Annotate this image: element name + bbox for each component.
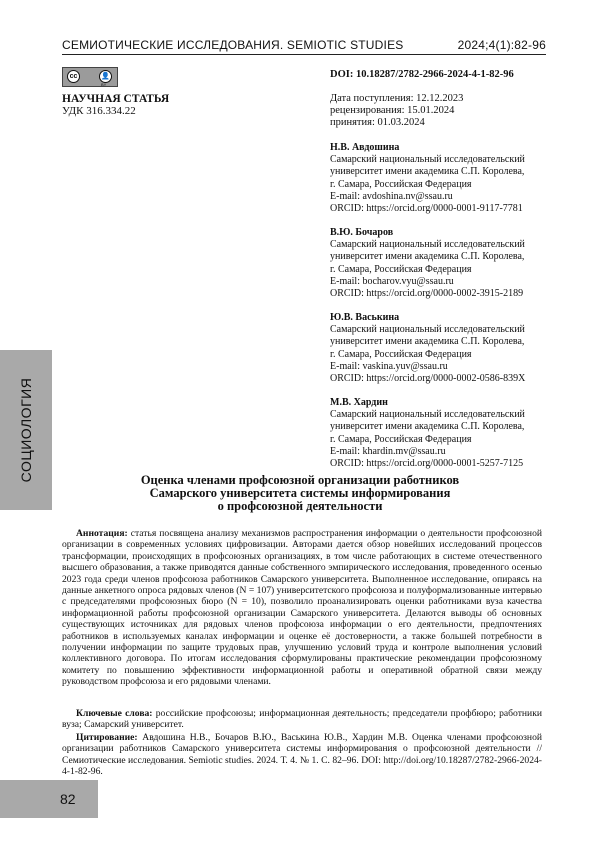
- author-orcid[interactable]: ORCID: https://orcid.org/0000-0002-0586-839X: [330, 373, 526, 385]
- author-affiliation: г. Самара, Российская Федерация: [330, 348, 472, 360]
- author-affiliation: университет имени академика С.П. Королева,: [330, 251, 525, 263]
- author-block: [330, 227, 560, 300]
- article-type: НАУЧНАЯ СТАТЬЯ: [62, 93, 170, 105]
- issue-info: 2024;4(1):82-96: [457, 38, 546, 52]
- title-line: о профсоюзной деятельности: [217, 499, 383, 513]
- author-affiliation: Самарский национальный исследовательский: [330, 324, 525, 336]
- submission-dates: [330, 93, 463, 129]
- abstract-label: Аннотация:: [76, 528, 128, 539]
- author-name: М.В. Хардин: [330, 397, 388, 408]
- author-orcid[interactable]: ORCID: https://orcid.org/0000-0002-3915-2189: [330, 288, 524, 300]
- section-tab: [0, 350, 52, 510]
- author-name: Н.В. Авдошина: [330, 142, 400, 153]
- journal-name: СЕМИОТИЧЕСКИЕ ИССЛЕДОВАНИЯ. SEMIOTIC STUDIES: [62, 38, 404, 52]
- abstract-text: статья посвящена анализу механизмов распространения информации о деятельности профсоюзной организации в современных условиях цифровизации. Авторами дается обзор новейших исследований процессов трансформации, происходящих в профсоюзных организациях, в том числе работающих в системе отечественного высшего образования, а также приводятся данные собственного эмпирического исследования, проведенного осенью 2023 года среди членов профсоюза работников Самарского университета. Выполненное исследование, опираясь на данные анкетного опроса рядовых членов (N = 107) университетского профсоюза и полуформализованные интервью с председателями профсоюзных бюро (N = 10), позволило проанализировать оценки работниками вуза качества информационной работы профсоюзной организации Самарского университета. Делаются выводы об основных существующих источниках для рядовых членов профсоюза информации о его деятельности, предпочтениях работников в используемых каналах информации и оценке её достоверности, а также большей потребности в получении информации по защите трудовых прав, улучшению условий труда и контроле выполнения условий коллективного договора. По итогам исследования сформулированы практические рекомендации профсоюзному комитету по повышению эффективности информационной работы и оперативной обратной связи между руководством профсоюза и его рядовыми членами.: [62, 528, 542, 688]
- author-block: [330, 142, 560, 215]
- title-line: Оценка членами профсоюзной организации работников: [140, 473, 460, 487]
- author-name: Ю.В. Васькина: [330, 312, 400, 323]
- author-email[interactable]: E-mail: vaskina.yuv@ssau.ru: [330, 360, 448, 372]
- keywords-text: российские профсоюзы; информационная деятельность; председатели профбюро; работники вуза; Самарский университет.: [62, 708, 542, 731]
- page-number: 82: [60, 791, 76, 807]
- date-received: Дата поступления: 12.12.2023: [330, 93, 464, 104]
- person-icon: 👤: [99, 70, 112, 83]
- citation-text: Авдошина Н.В., Бочаров В.Ю., Васькина Ю.В., Хардин М.В. Оценка членами профсоюзной организации работников Самарского университета системы информирования о профсоюзной деятельности // Семиотические исследования. Semiotic studies. 2024. Т. 4. № 1. С. 82–96. DOI: http://doi.org/10.18287/2782-2966-2024-4-1-82-96.: [62, 732, 543, 778]
- author-affiliation: Самарский национальный исследовательский: [330, 409, 525, 421]
- author-affiliation: Самарский национальный исследовательский: [330, 239, 525, 251]
- author-affiliation: университет имени академика С.П. Королева,: [330, 336, 525, 348]
- author-orcid[interactable]: ORCID: https://orcid.org/0000-0001-9117-7781: [330, 203, 523, 215]
- citation: [62, 732, 542, 778]
- author-email[interactable]: E-mail: avdoshina.nv@ssau.ru: [330, 190, 453, 202]
- author-block: [330, 397, 560, 470]
- author-block: [330, 312, 560, 385]
- author-email[interactable]: E-mail: bocharov.vyu@ssau.ru: [330, 275, 454, 287]
- author-affiliation: г. Самара, Российская Федерация: [330, 263, 472, 275]
- keywords: [62, 708, 542, 731]
- page-number-tab: [0, 780, 98, 818]
- by-label: BY: [101, 82, 107, 87]
- section-label: СОЦИОЛОГИЯ: [18, 377, 34, 483]
- author-affiliation: университет имени академика С.П. Королева,: [330, 421, 525, 433]
- author-affiliation: университет имени академика С.П. Королева,: [330, 166, 525, 178]
- author-name: В.Ю. Бочаров: [330, 227, 394, 238]
- cc-icon: cc: [67, 70, 80, 83]
- citation-label: Цитирование:: [76, 732, 138, 743]
- author-affiliation: г. Самара, Российская Федерация: [330, 433, 472, 445]
- author-orcid[interactable]: ORCID: https://orcid.org/0000-0001-5257-7125: [330, 458, 524, 470]
- udc-code: УДК 316.334.22: [62, 105, 136, 117]
- article-title: [100, 474, 500, 513]
- cc-by-license-icon[interactable]: [62, 67, 118, 87]
- date-reviewed: рецензирования: 15.01.2024: [330, 105, 455, 116]
- title-line: Самарского университета системы информирования: [149, 486, 451, 500]
- abstract: [62, 528, 542, 688]
- date-accepted: принятия: 01.03.2024: [330, 117, 425, 128]
- running-header: [62, 38, 546, 55]
- doi[interactable]: DOI: 10.18287/2782-2966-2024-4-1-82-96: [330, 69, 514, 80]
- keywords-label: Ключевые слова:: [76, 708, 153, 719]
- author-email[interactable]: E-mail: khardin.mv@ssau.ru: [330, 445, 446, 457]
- author-affiliation: Самарский национальный исследовательский: [330, 154, 525, 166]
- author-affiliation: г. Самара, Российская Федерация: [330, 178, 472, 190]
